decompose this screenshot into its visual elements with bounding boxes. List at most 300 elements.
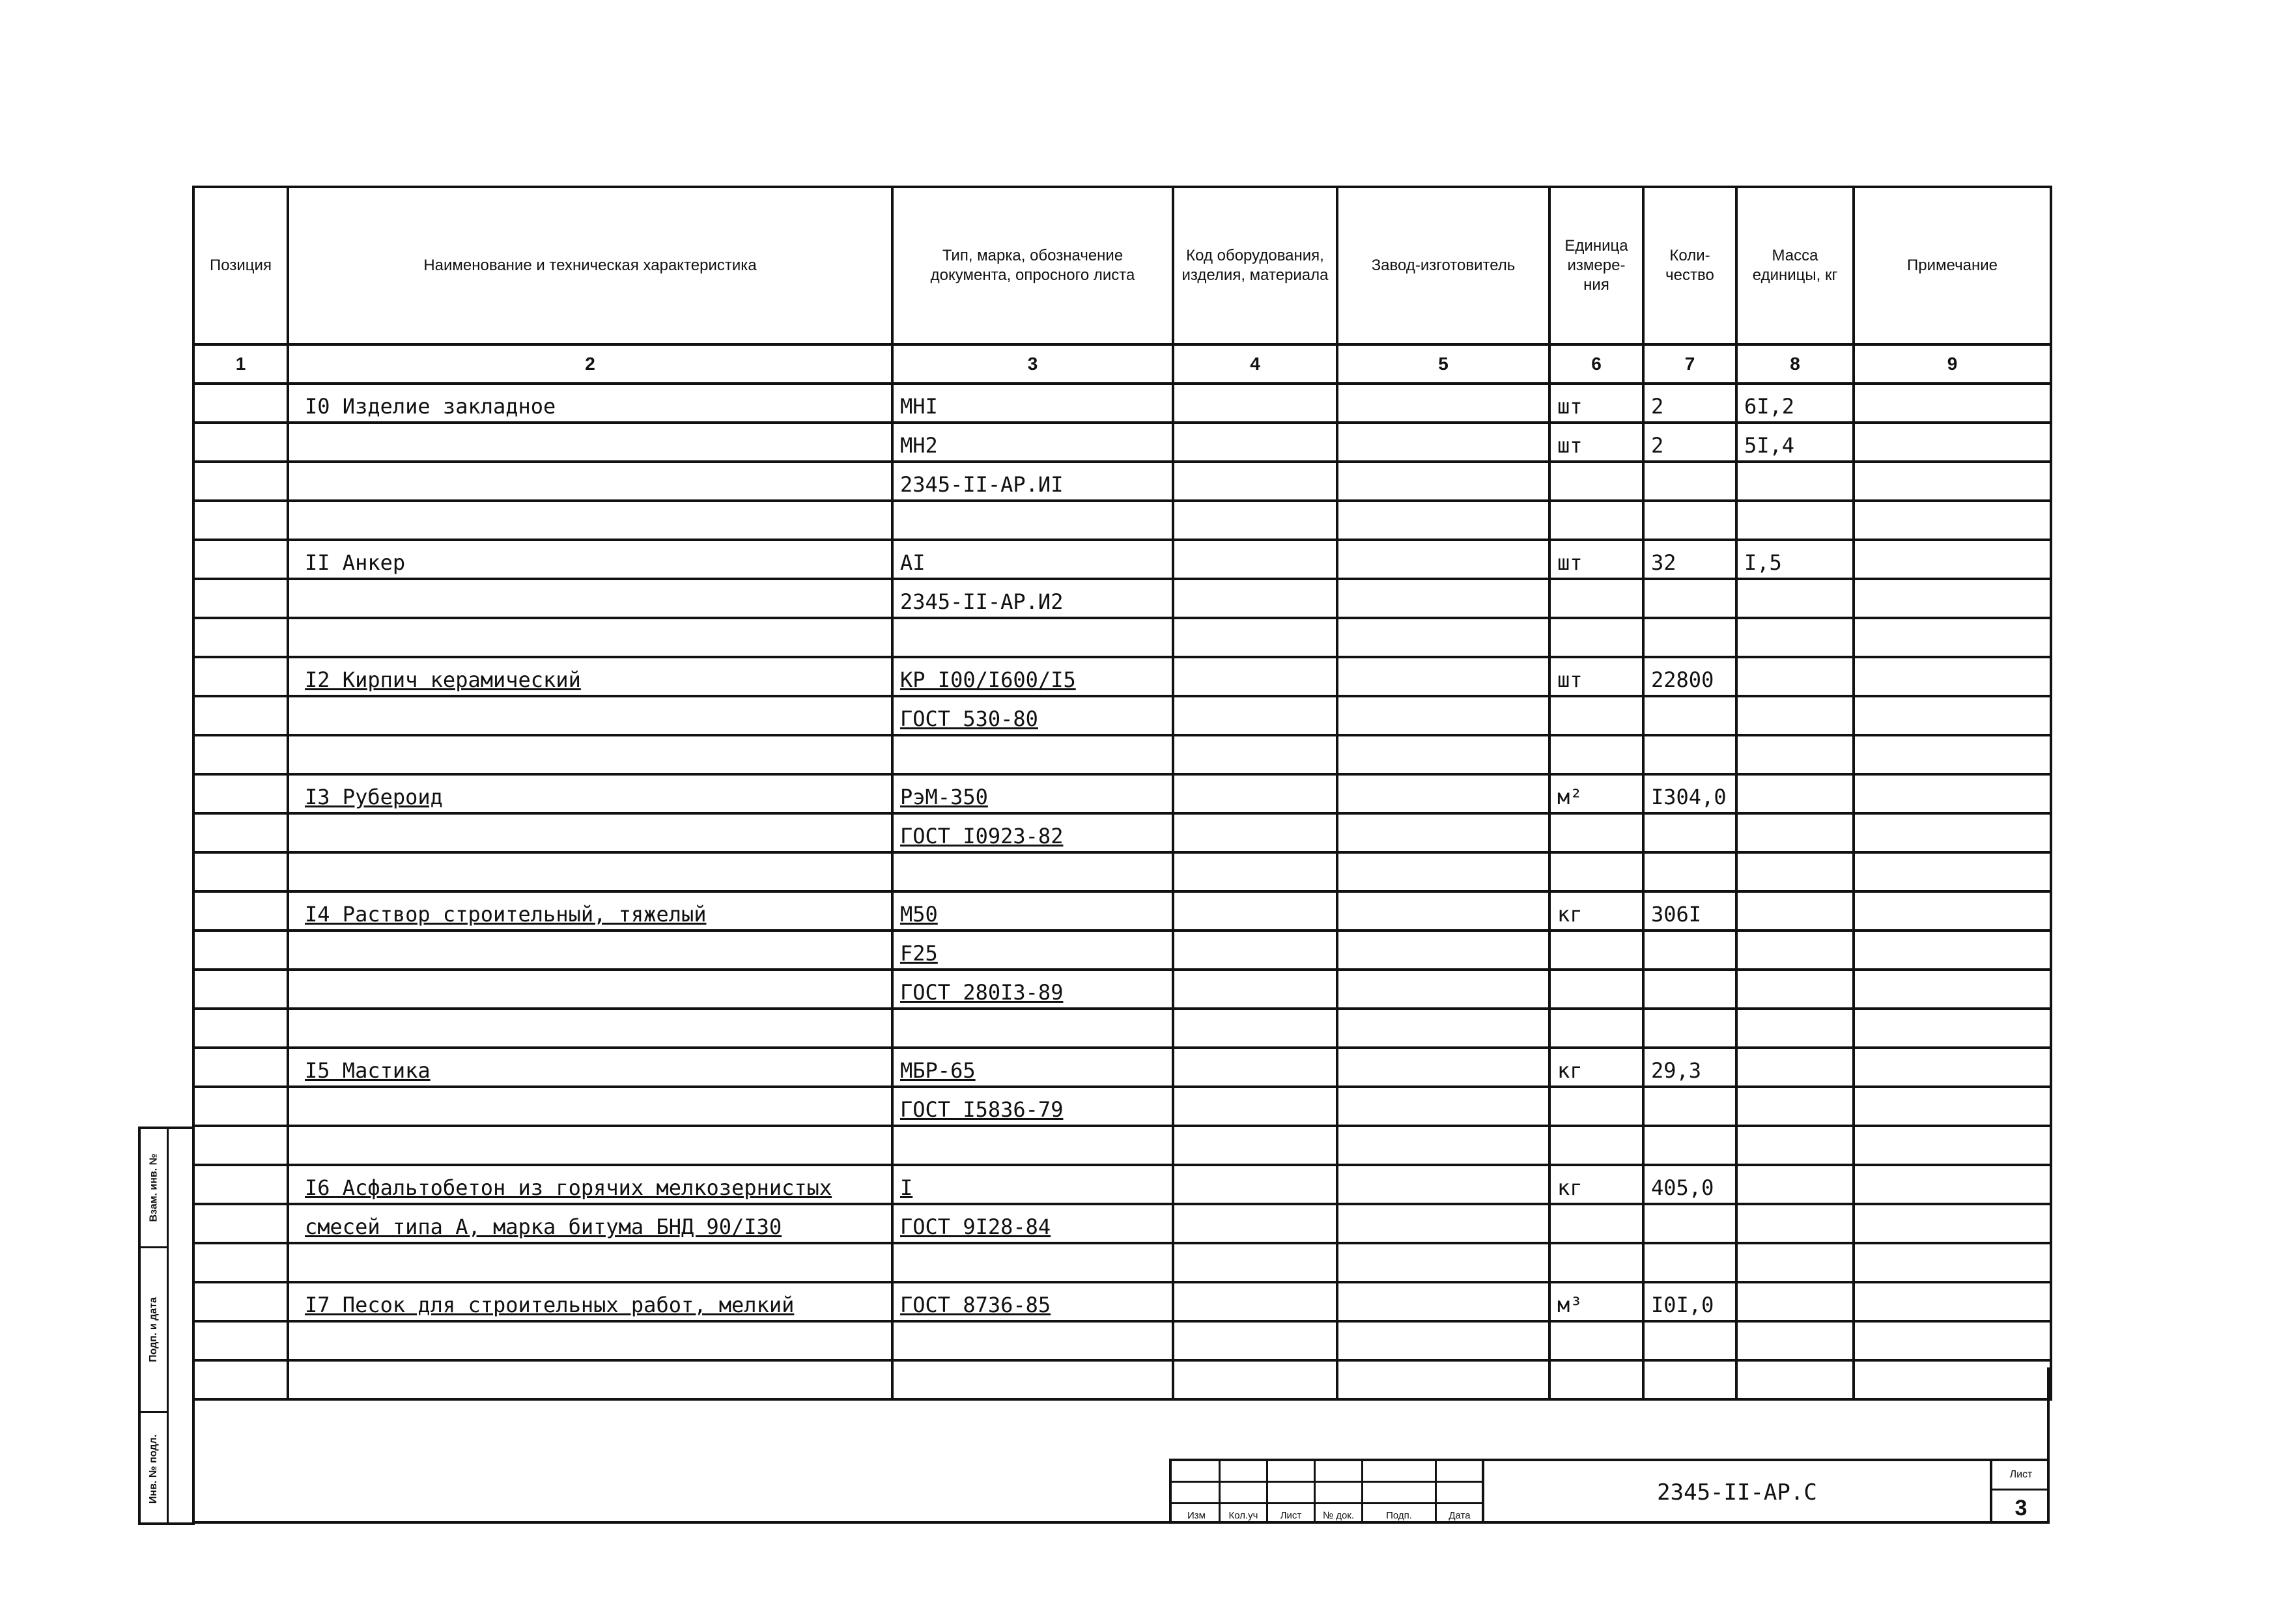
cell-unit	[1549, 384, 1643, 423]
cell-type	[892, 1087, 1173, 1126]
cell-qty	[1643, 696, 1736, 735]
column-number: 3	[892, 344, 1173, 384]
cell-name	[288, 1126, 892, 1165]
cell-qty-text: 2	[1651, 433, 1664, 458]
cell-pos	[193, 462, 288, 501]
cell-note	[1854, 501, 2051, 540]
cell-unit	[1549, 501, 1643, 540]
cell-name	[288, 423, 892, 462]
cell-type	[892, 735, 1173, 774]
cell-unit-text: шт	[1557, 667, 1583, 692]
column-number: 6	[1549, 344, 1643, 384]
table-row	[193, 384, 2051, 423]
cell-unit	[1549, 1087, 1643, 1126]
document-code: 2345-II-АР.С	[1482, 1459, 1990, 1524]
cell-unit	[1549, 657, 1643, 696]
cell-mass	[1736, 891, 1854, 931]
cell-name-text: I2 Кирпич керамический	[305, 667, 581, 692]
table-row	[193, 618, 2051, 657]
cell-note	[1854, 384, 2051, 423]
cell-code	[1173, 931, 1337, 970]
cell-name-text: I4 Раствор строительный, тяжелый	[305, 902, 707, 927]
cell-name	[288, 696, 892, 735]
cell-name	[288, 579, 892, 618]
cell-code	[1173, 813, 1337, 852]
cell-code	[1173, 774, 1337, 813]
cell-name	[288, 657, 892, 696]
cell-qty	[1643, 579, 1736, 618]
cell-mass	[1736, 1243, 1854, 1282]
cell-code	[1173, 657, 1337, 696]
side-cell-original-inv	[141, 1413, 167, 1525]
cell-type	[892, 657, 1173, 696]
cell-name-text: II Анкер	[305, 550, 406, 575]
cell-type-text: ГОСТ 8736-85	[900, 1293, 1051, 1317]
cell-pos	[193, 891, 288, 931]
cell-type	[892, 1126, 1173, 1165]
cell-name-text: I3 Рубероид	[305, 785, 443, 809]
table-row	[193, 462, 2051, 501]
header-qty: Коли-чество	[1643, 187, 1736, 344]
cell-qty	[1643, 774, 1736, 813]
header-position: Позиция	[193, 187, 288, 344]
cell-maker	[1337, 579, 1549, 618]
cell-pos	[193, 1126, 288, 1165]
cell-unit	[1549, 735, 1643, 774]
cell-type	[892, 1282, 1173, 1321]
cell-qty	[1643, 1126, 1736, 1165]
sheet-number: 3	[2014, 1496, 2028, 1520]
cell-maker	[1337, 735, 1549, 774]
cell-code	[1173, 1165, 1337, 1204]
cell-note	[1854, 1009, 2051, 1048]
cell-note	[1854, 618, 2051, 657]
column-number: 9	[1854, 344, 2051, 384]
cell-code	[1173, 384, 1337, 423]
cell-note	[1854, 852, 2051, 891]
cell-type	[892, 813, 1173, 852]
cell-mass	[1736, 931, 1854, 970]
cell-name	[288, 462, 892, 501]
cell-note	[1854, 423, 2051, 462]
cell-type	[892, 970, 1173, 1009]
cell-type-text: F25	[900, 941, 938, 966]
cell-unit-text: кг	[1557, 1175, 1583, 1200]
column-number-row	[193, 344, 2051, 384]
cell-unit	[1549, 813, 1643, 852]
cell-qty	[1643, 931, 1736, 970]
cell-pos	[193, 1048, 288, 1087]
cell-name	[288, 1048, 892, 1087]
table-row	[193, 774, 2051, 813]
cell-note	[1854, 1126, 2051, 1165]
cell-pos	[193, 657, 288, 696]
cell-qty-text: 405,0	[1651, 1175, 1714, 1200]
cell-qty	[1643, 1048, 1736, 1087]
cell-type	[892, 501, 1173, 540]
cell-name	[288, 1009, 892, 1048]
column-number: 2	[288, 344, 892, 384]
cell-mass	[1736, 1009, 1854, 1048]
header-mass: Масса единицы, кг	[1736, 187, 1854, 344]
cell-mass	[1736, 423, 1854, 462]
cell-mass	[1736, 774, 1854, 813]
cell-note	[1854, 1321, 2051, 1360]
cell-type-text: МН2	[900, 433, 938, 458]
stamp-label-date: Дата	[1449, 1510, 1471, 1521]
cell-type-text: ГОСТ I0923-82	[900, 824, 1064, 848]
cell-mass	[1736, 813, 1854, 852]
table-row	[193, 970, 2051, 1009]
cell-unit	[1549, 891, 1643, 931]
cell-maker	[1337, 813, 1549, 852]
specification-table	[192, 186, 2052, 1401]
cell-type-text: ГОСТ I5836-79	[900, 1097, 1064, 1122]
cell-type	[892, 384, 1173, 423]
cell-maker	[1337, 852, 1549, 891]
cell-name	[288, 774, 892, 813]
cell-pos	[193, 1165, 288, 1204]
cell-type-text: РэМ-350	[900, 785, 988, 809]
table-row	[193, 1243, 2051, 1282]
cell-maker	[1337, 618, 1549, 657]
cell-unit-text: шт	[1557, 433, 1583, 458]
cell-name	[288, 618, 892, 657]
cell-type	[892, 1321, 1173, 1360]
cell-pos	[193, 1243, 288, 1282]
cell-pos	[193, 579, 288, 618]
cell-qty	[1643, 1009, 1736, 1048]
table-row	[193, 1126, 2051, 1165]
cell-mass	[1736, 1204, 1854, 1243]
cell-note	[1854, 1048, 2051, 1087]
cell-maker	[1337, 501, 1549, 540]
table-row	[193, 891, 2051, 931]
cell-unit-text: кг	[1557, 902, 1583, 927]
cell-type-text: АI	[900, 550, 926, 575]
cell-qty	[1643, 1165, 1736, 1204]
cell-type	[892, 1204, 1173, 1243]
cell-mass	[1736, 852, 1854, 891]
cell-mass-text: 6I,2	[1744, 394, 1795, 419]
cell-mass	[1736, 1087, 1854, 1126]
cell-note	[1854, 657, 2051, 696]
side-cell-replaced-inv	[141, 1129, 167, 1248]
cell-note	[1854, 1282, 2051, 1321]
cell-qty	[1643, 657, 1736, 696]
cell-type-text: 2345-II-АР.И2	[900, 589, 1064, 614]
header-name: Наименование и техническая характеристика	[288, 187, 892, 344]
table-row	[193, 657, 2051, 696]
cell-unit	[1549, 970, 1643, 1009]
cell-name	[288, 1321, 892, 1360]
cell-unit	[1549, 774, 1643, 813]
side-cell-signature	[141, 1248, 167, 1413]
cell-unit	[1549, 540, 1643, 579]
cell-pos	[193, 1009, 288, 1048]
cell-note	[1854, 891, 2051, 931]
cell-pos	[193, 735, 288, 774]
cell-code	[1173, 579, 1337, 618]
cell-name-text: I6 Асфальтобетон из горячих мелкозернистых	[305, 1175, 832, 1200]
cell-mass	[1736, 1282, 1854, 1321]
table-row	[193, 1048, 2051, 1087]
cell-qty	[1643, 970, 1736, 1009]
cell-note	[1854, 1087, 2051, 1126]
side-label-signature: Подп. и дата	[148, 1297, 159, 1362]
cell-maker	[1337, 1282, 1549, 1321]
header-unit: Единица измере-ния	[1549, 187, 1643, 344]
table-row	[193, 501, 2051, 540]
cell-unit	[1549, 1009, 1643, 1048]
cell-type	[892, 1165, 1173, 1204]
cell-note	[1854, 579, 2051, 618]
cell-name	[288, 1204, 892, 1243]
cell-type	[892, 774, 1173, 813]
cell-name	[288, 813, 892, 852]
cell-mass	[1736, 970, 1854, 1009]
cell-type-text: ГОСТ 280I3-89	[900, 980, 1064, 1005]
cell-mass	[1736, 462, 1854, 501]
cell-type-text: ГОСТ 530-80	[900, 707, 1038, 731]
cell-maker	[1337, 1165, 1549, 1204]
cell-unit-text: м³	[1557, 1293, 1583, 1317]
stamp-label-sheet: Лист	[1280, 1510, 1302, 1521]
cell-qty	[1643, 540, 1736, 579]
cell-mass-text: 5I,4	[1744, 433, 1795, 458]
table-row	[193, 540, 2051, 579]
cell-note	[1854, 735, 2051, 774]
side-label-original-inv: Инв. № подл.	[148, 1434, 160, 1504]
header-code: Код оборудования, изделия, материала	[1173, 187, 1337, 344]
cell-name	[288, 1087, 892, 1126]
cell-qty	[1643, 1243, 1736, 1282]
cell-unit	[1549, 931, 1643, 970]
cell-pos	[193, 618, 288, 657]
cell-unit	[1549, 423, 1643, 462]
cell-qty	[1643, 891, 1736, 931]
column-number: 4	[1173, 344, 1337, 384]
cell-name	[288, 501, 892, 540]
cell-unit	[1549, 1321, 1643, 1360]
cell-maker	[1337, 891, 1549, 931]
cell-name-text: I0 Изделие закладное	[305, 394, 556, 419]
cell-maker	[1337, 1204, 1549, 1243]
cell-unit	[1549, 852, 1643, 891]
cell-type	[892, 931, 1173, 970]
cell-maker	[1337, 1087, 1549, 1126]
cell-qty	[1643, 813, 1736, 852]
cell-code	[1173, 1087, 1337, 1126]
cell-qty	[1643, 1087, 1736, 1126]
cell-qty-text: 306I	[1651, 902, 1702, 927]
cell-name	[288, 1243, 892, 1282]
cell-code	[1173, 1321, 1337, 1360]
cell-maker	[1337, 774, 1549, 813]
cell-type	[892, 891, 1173, 931]
table-row	[193, 1282, 2051, 1321]
table-row	[193, 1087, 2051, 1126]
cell-type-text: МБР-65	[900, 1058, 976, 1083]
cell-code	[1173, 852, 1337, 891]
cell-type	[892, 696, 1173, 735]
cell-pos	[193, 696, 288, 735]
cell-mass	[1736, 1321, 1854, 1360]
cell-unit	[1549, 462, 1643, 501]
header-type: Тип, марка, обозначение документа, опросного листа	[892, 187, 1173, 344]
cell-pos	[193, 852, 288, 891]
column-number: 8	[1736, 344, 1854, 384]
cell-code	[1173, 696, 1337, 735]
revision-stamp-grid	[1169, 1459, 1482, 1524]
cell-code	[1173, 970, 1337, 1009]
table-row	[193, 423, 2051, 462]
cell-name	[288, 891, 892, 931]
cell-name	[288, 735, 892, 774]
header-row	[193, 187, 2051, 344]
cell-mass	[1736, 735, 1854, 774]
cell-unit	[1549, 696, 1643, 735]
cell-code	[1173, 1126, 1337, 1165]
cell-maker	[1337, 657, 1549, 696]
cell-code	[1173, 618, 1337, 657]
table-row	[193, 696, 2051, 735]
cell-maker	[1337, 1243, 1549, 1282]
cell-name-text: смесей типа А, марка битума БНД 90/I30	[305, 1214, 782, 1239]
cell-qty-text: I0I,0	[1651, 1293, 1714, 1317]
cell-mass	[1736, 501, 1854, 540]
stamp-label-signature: Подп.	[1386, 1510, 1412, 1521]
column-number: 7	[1643, 344, 1736, 384]
cell-maker	[1337, 1048, 1549, 1087]
cell-maker	[1337, 696, 1549, 735]
stamp-label-doc-no: № док.	[1322, 1510, 1355, 1521]
table-row	[193, 931, 2051, 970]
cell-type-text: МНI	[900, 394, 938, 419]
table-row	[193, 579, 2051, 618]
cell-code	[1173, 1282, 1337, 1321]
table-row	[193, 1204, 2051, 1243]
cell-pos	[193, 1204, 288, 1243]
cell-mass	[1736, 1048, 1854, 1087]
cell-qty	[1643, 852, 1736, 891]
cell-code	[1173, 462, 1337, 501]
cell-qty	[1643, 423, 1736, 462]
cell-type	[892, 1048, 1173, 1087]
cell-note	[1854, 462, 2051, 501]
cell-unit	[1549, 1282, 1643, 1321]
cell-note	[1854, 1165, 2051, 1204]
cell-pos	[193, 813, 288, 852]
stamp-label-change: Изм	[1187, 1510, 1206, 1521]
cell-mass	[1736, 1165, 1854, 1204]
side-margin-strip	[138, 1127, 195, 1525]
cell-code	[1173, 1243, 1337, 1282]
cell-unit	[1549, 579, 1643, 618]
cell-pos	[193, 1087, 288, 1126]
cell-mass	[1736, 1126, 1854, 1165]
cell-name	[288, 852, 892, 891]
cell-unit	[1549, 1243, 1643, 1282]
cell-pos	[193, 1282, 288, 1321]
cell-pos	[193, 384, 288, 423]
header-note: Примечание	[1854, 187, 2051, 344]
cell-name	[288, 970, 892, 1009]
cell-mass	[1736, 657, 1854, 696]
cell-code	[1173, 735, 1337, 774]
cell-maker	[1337, 462, 1549, 501]
cell-type	[892, 579, 1173, 618]
cell-note	[1854, 970, 2051, 1009]
cell-type-text: КР I00/I600/I5	[900, 667, 1076, 692]
cell-qty-text: I304,0	[1651, 785, 1727, 809]
table-row	[193, 813, 2051, 852]
cell-mass	[1736, 696, 1854, 735]
cell-type	[892, 462, 1173, 501]
cell-type-text: ГОСТ 9I28-84	[900, 1214, 1051, 1239]
column-number: 1	[193, 344, 288, 384]
cell-qty	[1643, 501, 1736, 540]
cell-qty	[1643, 1282, 1736, 1321]
cell-unit	[1549, 1126, 1643, 1165]
cell-qty	[1643, 735, 1736, 774]
cell-unit	[1549, 1204, 1643, 1243]
side-strip-divider	[167, 1129, 169, 1522]
cell-name	[288, 1282, 892, 1321]
cell-type	[892, 423, 1173, 462]
cell-unit	[1549, 1165, 1643, 1204]
table-row	[193, 1321, 2051, 1360]
cell-mass	[1736, 579, 1854, 618]
cell-type-text: 2345-II-АР.ИI	[900, 472, 1064, 497]
cell-maker	[1337, 1009, 1549, 1048]
cell-type	[892, 1009, 1173, 1048]
cell-qty-text: 29,3	[1651, 1058, 1702, 1083]
cell-pos	[193, 1321, 288, 1360]
header-maker: Завод-изготовитель	[1337, 187, 1549, 344]
cell-type-text: М50	[900, 902, 938, 927]
cell-name-text: I7 Песок для строительных работ, мелкий	[305, 1293, 795, 1317]
cell-unit-text: шт	[1557, 550, 1583, 575]
cell-name	[288, 384, 892, 423]
cell-mass	[1736, 618, 1854, 657]
cell-type	[892, 540, 1173, 579]
table-row	[193, 1009, 2051, 1048]
cell-maker	[1337, 1321, 1549, 1360]
cell-unit-text: шт	[1557, 394, 1583, 419]
cell-note	[1854, 1243, 2051, 1282]
cell-mass	[1736, 540, 1854, 579]
cell-mass-text: I,5	[1744, 550, 1782, 575]
cell-type	[892, 618, 1173, 657]
cell-code	[1173, 501, 1337, 540]
cell-unit	[1549, 1048, 1643, 1087]
cell-note	[1854, 774, 2051, 813]
cell-pos	[193, 774, 288, 813]
cell-maker	[1337, 384, 1549, 423]
cell-qty	[1643, 384, 1736, 423]
cell-note	[1854, 540, 2051, 579]
cell-code	[1173, 891, 1337, 931]
cell-unit-text: кг	[1557, 1058, 1583, 1083]
cell-pos	[193, 423, 288, 462]
cell-name-text: I5 Мастика	[305, 1058, 431, 1083]
cell-pos	[193, 970, 288, 1009]
cell-mass	[1736, 384, 1854, 423]
cell-pos	[193, 931, 288, 970]
cell-maker	[1337, 1126, 1549, 1165]
cell-qty-text: 2	[1651, 394, 1664, 419]
